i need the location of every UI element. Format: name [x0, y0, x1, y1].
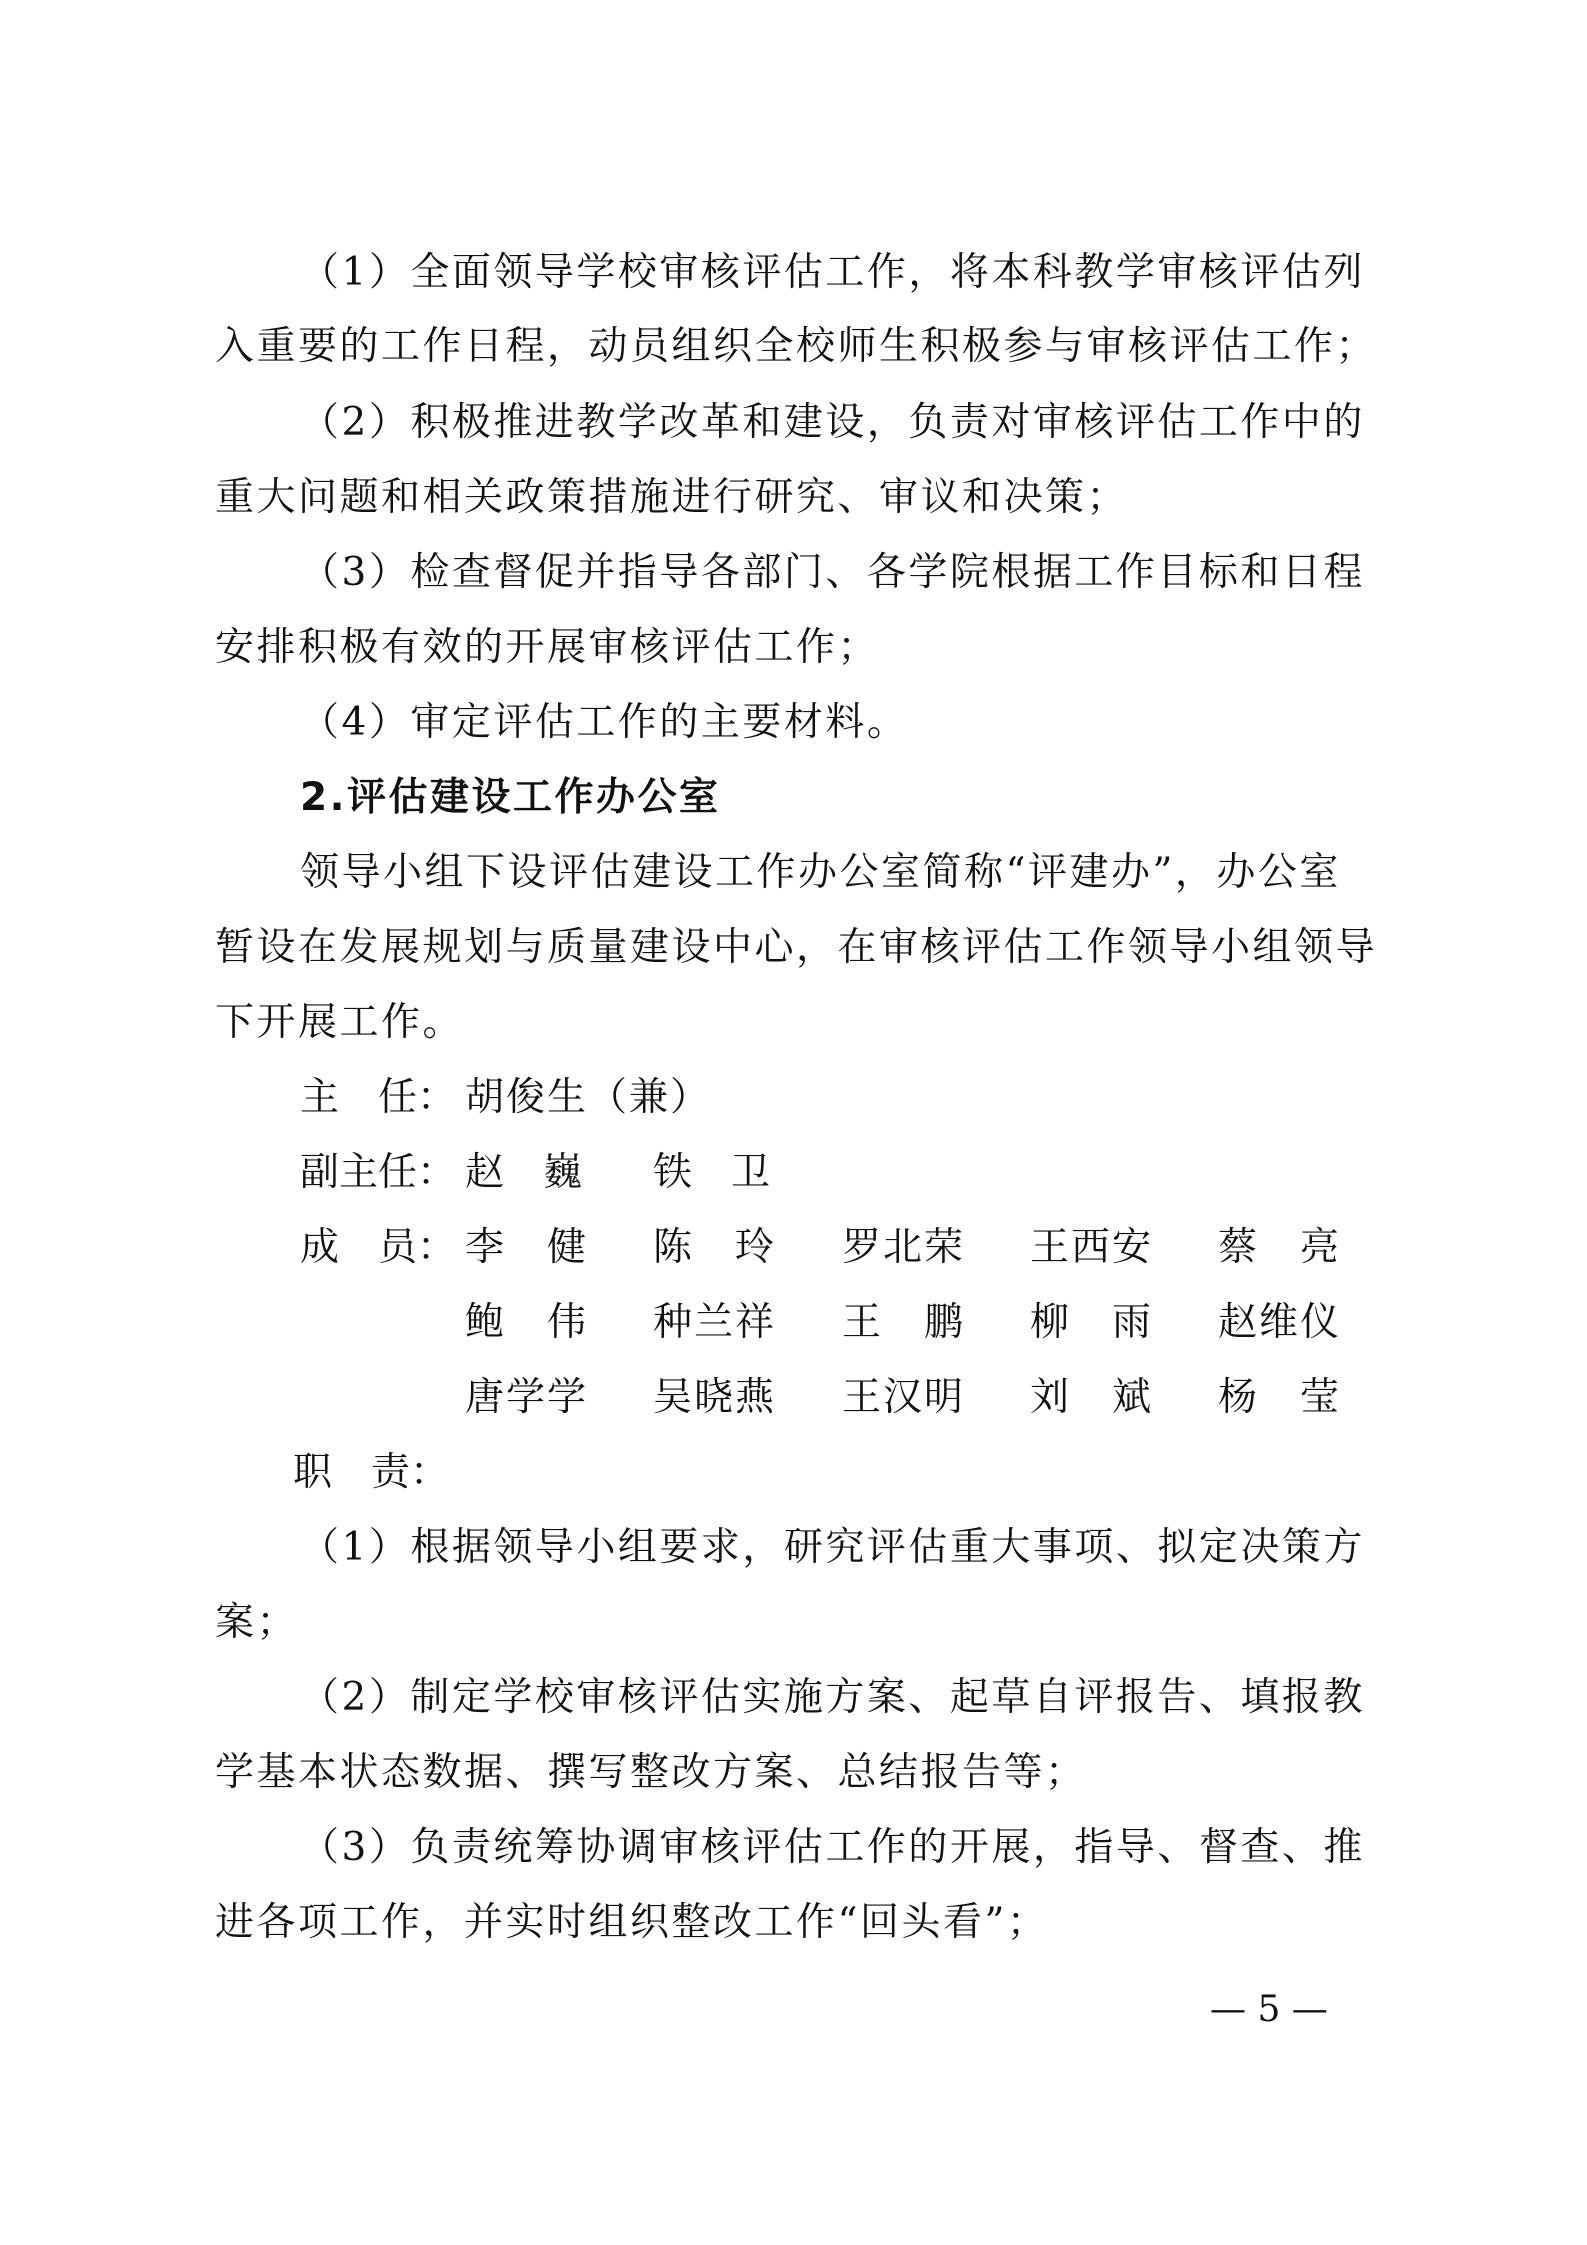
- page-number: — 5 —: [1210, 1989, 1328, 2030]
- member-name: 李 健: [465, 1225, 589, 1270]
- member-name: 杨 莹: [1218, 1375, 1342, 1420]
- member-name: 唐学学: [465, 1375, 589, 1420]
- member-name: 王 鹏: [842, 1300, 966, 1345]
- director-name: 胡俊生（兼）: [465, 1075, 712, 1120]
- duty-3-line-2: 进各项工作，并实时组织整改工作“回头看”；: [215, 1900, 1049, 1945]
- member-name: 王西安: [1030, 1225, 1154, 1270]
- item-4-line-1: （4）审定评估工作的主要材料。: [300, 700, 909, 745]
- members-label: 成 员：: [300, 1225, 457, 1270]
- duty-1-line-2: 案；: [215, 1600, 299, 1645]
- intro-line-2: 暂设在发展规划与质量建设中心，在审核评估工作领导小组领导: [215, 925, 1378, 970]
- member-name: 种兰祥: [653, 1300, 777, 1345]
- deputy-label: 副主任：: [300, 1150, 457, 1195]
- member-name: 刘 斌: [1030, 1375, 1154, 1420]
- duty-2-line-2: 学基本状态数据、撰写整改方案、总结报告等；: [215, 1750, 1087, 1795]
- member-name: 赵维仪: [1218, 1300, 1342, 1345]
- item-3-line-1: （3）检查督促并指导各部门、各学院根据工作目标和日程: [300, 550, 1365, 595]
- duties-label: 职 责：: [293, 1450, 450, 1495]
- member-name: 王汉明: [842, 1375, 966, 1420]
- member-name: 陈 玲: [653, 1225, 777, 1270]
- duty-3-line-1: （3）负责统筹协调审核评估工作的开展，指导、督查、推: [300, 1825, 1365, 1870]
- item-1-line-2: 入重要的工作日程，动员组织全校师生积极参与审核评估工作；: [215, 324, 1378, 369]
- deputy-name: 赵 巍: [465, 1150, 583, 1195]
- item-2-line-1: （2）积极推进教学改革和建设，负责对审核评估工作中的: [300, 400, 1365, 445]
- intro-line-3: 下开展工作。: [215, 1000, 465, 1045]
- member-name: 蔡 亮: [1218, 1225, 1342, 1270]
- duty-2-line-1: （2）制定学校审核评估实施方案、起草自评报告、填报教: [300, 1675, 1365, 1720]
- intro-line-1: 领导小组下设评估建设工作办公室简称“评建办”，办公室: [300, 850, 1341, 895]
- item-2-line-2: 重大问题和相关政策措施进行研究、审议和决策；: [215, 475, 1129, 520]
- member-name: 罗北荣: [842, 1225, 966, 1270]
- duty-1-line-1: （1）根据领导小组要求，研究评估重大事项、拟定决策方: [300, 1525, 1365, 1570]
- member-name: 柳 雨: [1030, 1300, 1154, 1345]
- director-label: 主 任：: [300, 1075, 457, 1120]
- section-2-heading: 2.评估建设工作办公室: [300, 775, 721, 820]
- member-name: 吴晓燕: [653, 1375, 777, 1420]
- member-name: 鲍 伟: [465, 1300, 589, 1345]
- item-3-line-2: 安排积极有效的开展审核评估工作；: [215, 625, 880, 670]
- deputy-name: 铁 卫: [653, 1150, 771, 1195]
- item-1-line-1: （1）全面领导学校审核评估工作，将本科教学审核评估列: [300, 250, 1365, 295]
